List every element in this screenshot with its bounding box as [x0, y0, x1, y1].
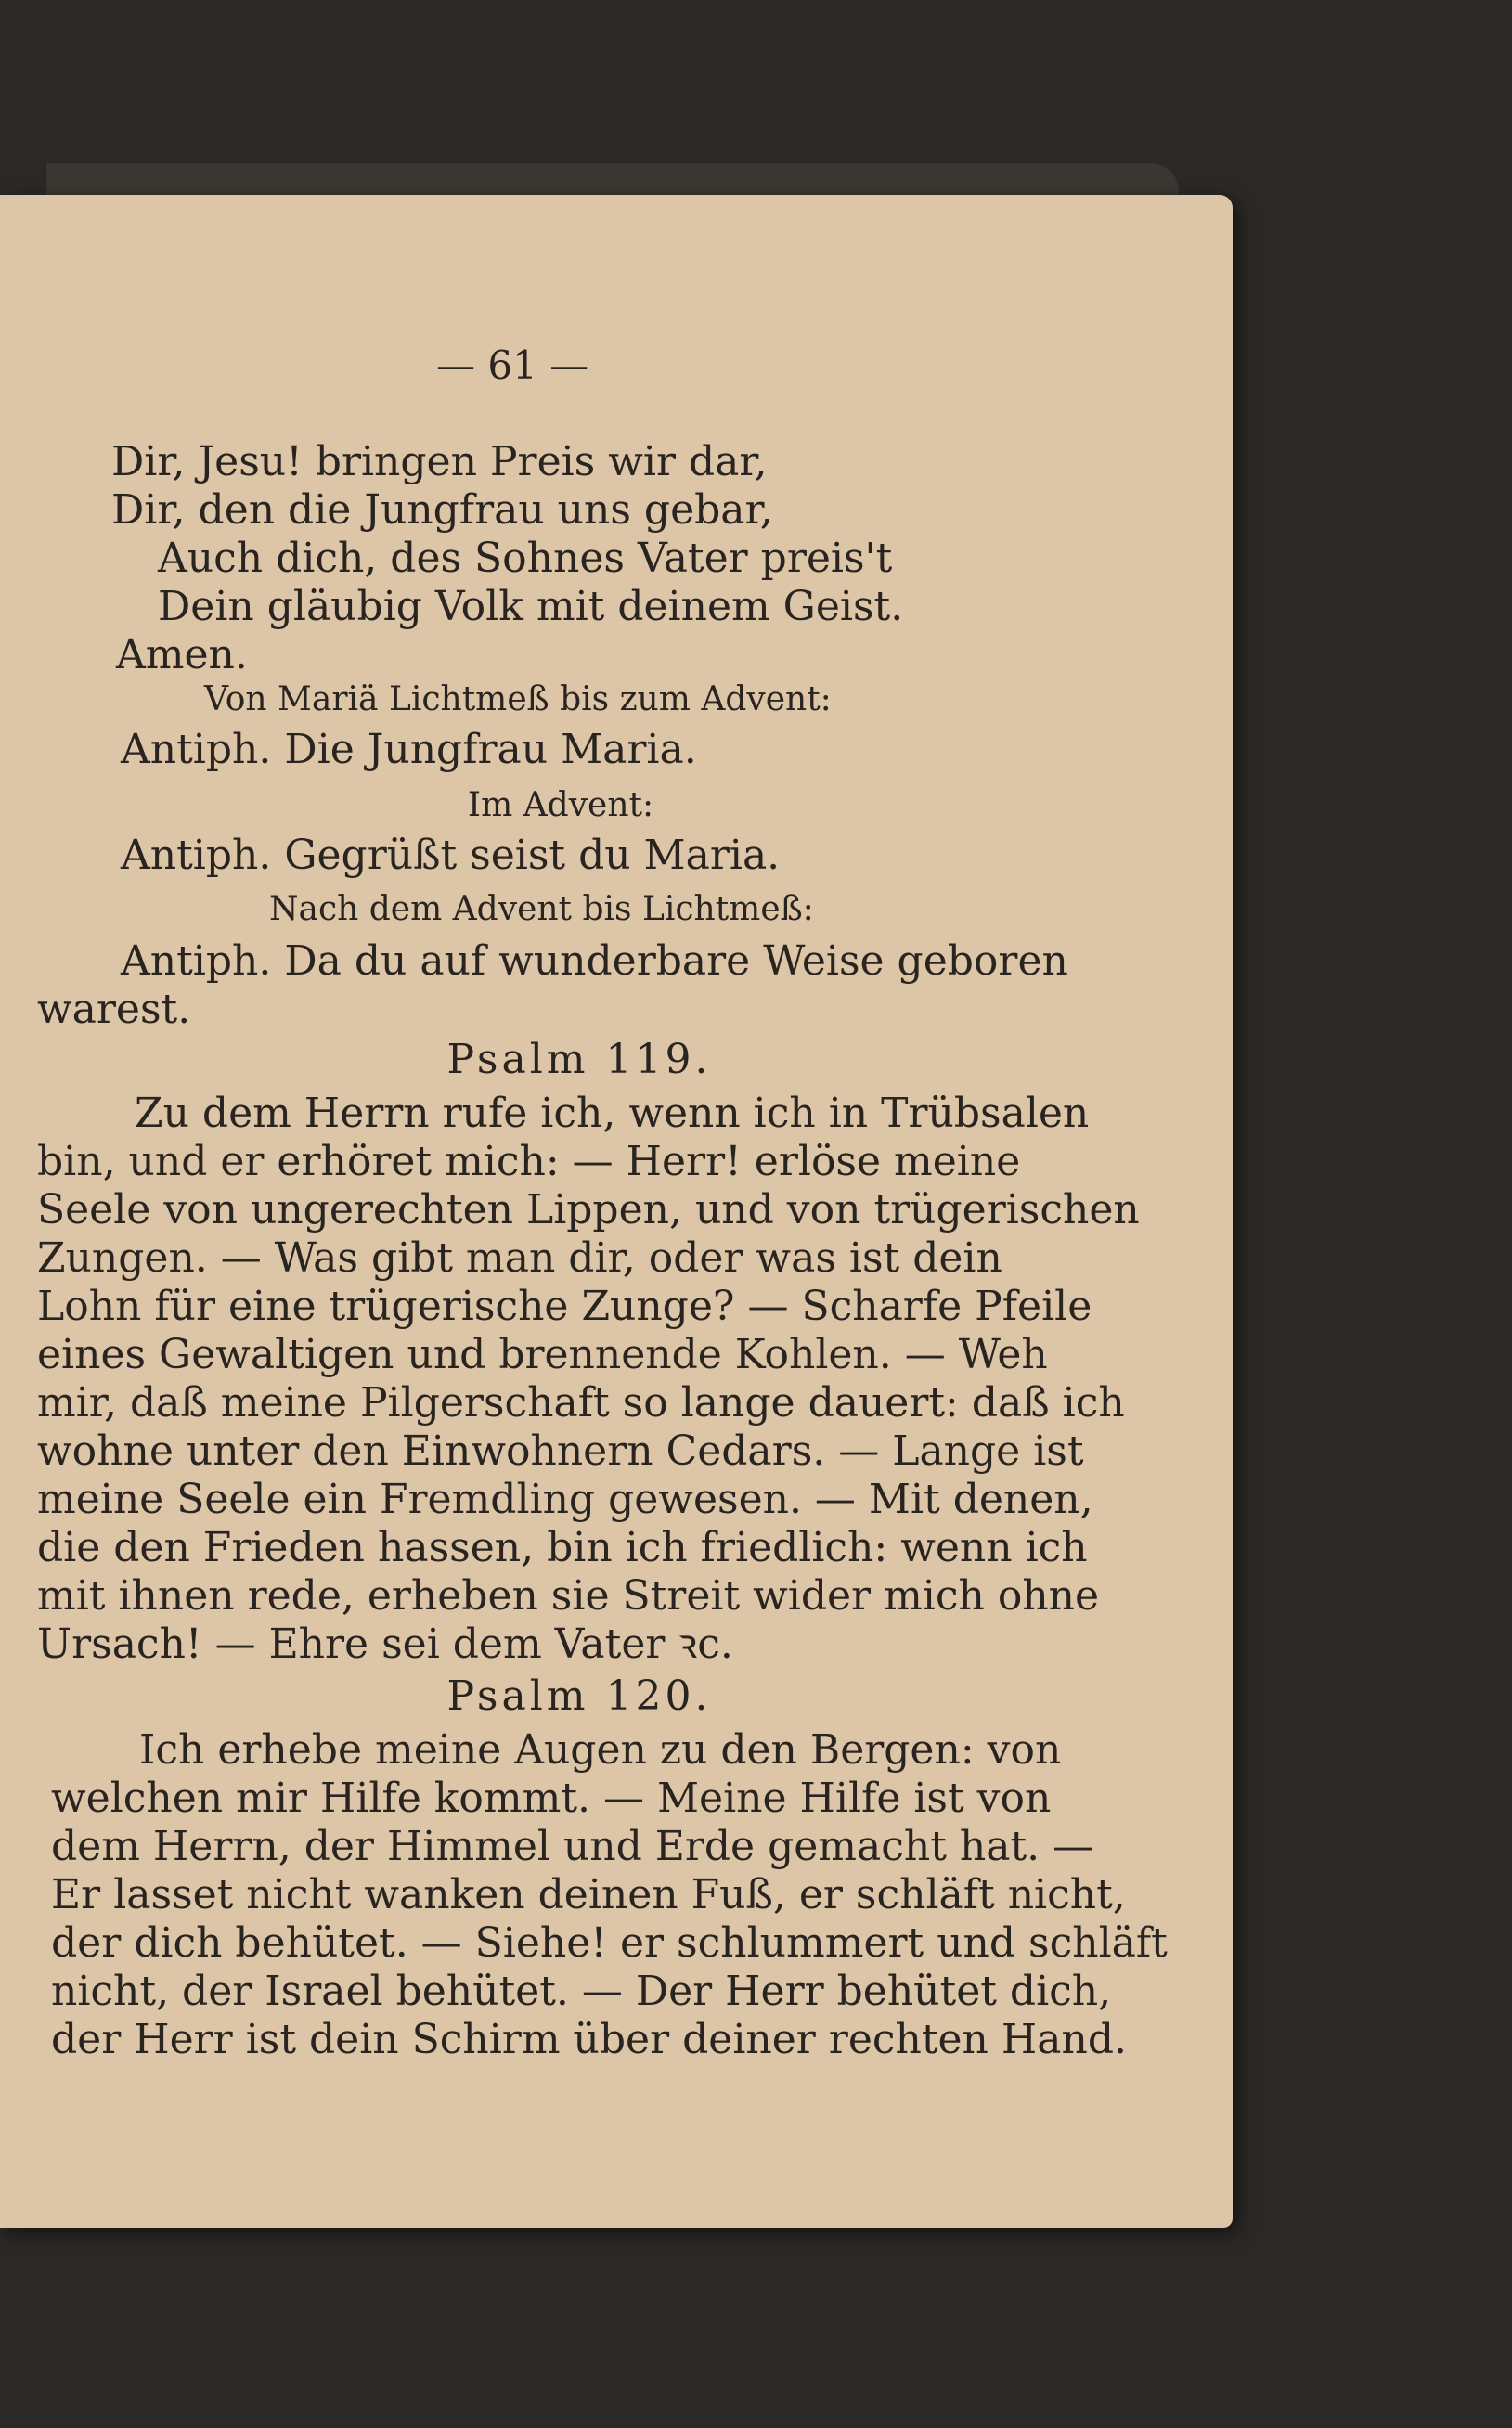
- rubric: Im Advent:: [467, 786, 654, 824]
- psalm-line: eines Gewaltigen und brennende Kohlen. — Weh: [37, 1331, 1048, 1378]
- psalm-line: Zu dem Herrn rufe ich, wenn ich in Trübsalen: [135, 1090, 1090, 1137]
- psalm-line: welchen mir Hilfe kommt. — Meine Hilfe ist von: [51, 1775, 1052, 1822]
- psalm-line: Lohn für eine trügerische Zunge? — Scharfe Pfeile: [37, 1283, 1092, 1330]
- psalm-line: bin, und er erhöret mich: — Herr! erlöse meine: [37, 1138, 1021, 1185]
- page-number: — 61 —: [436, 342, 589, 388]
- hymn-line: Amen.: [116, 631, 248, 678]
- antiphon: Antiph. Da du auf wunderbare Weise geboren: [121, 937, 1068, 985]
- hymn-line: Dein gläubig Volk mit deinem Geist.: [158, 583, 904, 630]
- hymn-line: Dir, Jesu! bringen Preis wir dar,: [111, 438, 768, 485]
- hymn-line: Dir, den die Jungfrau uns gebar,: [111, 486, 773, 534]
- book-page: [0, 195, 1233, 2228]
- psalm-line: der Herr ist dein Schirm über deiner rechten Hand.: [51, 2016, 1127, 2063]
- psalm-line: die den Frieden hassen, bin ich friedlich: wenn ich: [37, 1524, 1088, 1571]
- antiphon: warest.: [37, 986, 191, 1033]
- psalm-line: Ursach! — Ehre sei dem Vater ꝛc.: [37, 1621, 733, 1668]
- psalm-line: Ich erhebe meine Augen zu den Bergen: von: [139, 1726, 1062, 1774]
- psalm-line: Seele von ungerechten Lippen, und von trügerischen: [37, 1186, 1140, 1233]
- antiphon: Antiph. Gegrüßt seist du Maria.: [121, 832, 781, 879]
- psalm-line: dem Herrn, der Himmel und Erde gemacht hat. —: [51, 1823, 1094, 1870]
- hymn-line: Auch dich, des Sohnes Vater preis't: [158, 535, 893, 582]
- psalm-line: nicht, der Israel behütet. — Der Herr behütet dich,: [51, 1968, 1112, 2015]
- rubric: Nach dem Advent bis Lichtmeß:: [269, 890, 814, 928]
- psalm-line: Zungen. — Was gibt man dir, oder was ist dein: [37, 1234, 1002, 1282]
- psalm-title: Psalm 120.: [446, 1672, 712, 1720]
- psalm-line: meine Seele ein Fremdling gewesen. — Mit denen,: [37, 1476, 1093, 1523]
- psalm-line: der dich behütet. — Siehe! er schlummert und schläft: [51, 1919, 1168, 1967]
- rubric: Von Mariä Lichtmeß bis zum Advent:: [204, 680, 832, 718]
- antiphon: Antiph. Die Jungfrau Maria.: [121, 726, 697, 773]
- psalm-line: Er lasset nicht wanken deinen Fuß, er schläft nicht,: [51, 1871, 1126, 1918]
- psalm-line: mit ihnen rede, erheben sie Streit wider mich ohne: [37, 1572, 1100, 1620]
- psalm-line: mir, daß meine Pilgerschaft so lange dauert: daß ich: [37, 1379, 1125, 1427]
- page-text: [0, 195, 1233, 2228]
- psalm-line: wohne unter den Einwohnern Cedars. — Lange ist: [37, 1427, 1084, 1475]
- psalm-title: Psalm 119.: [446, 1036, 712, 1083]
